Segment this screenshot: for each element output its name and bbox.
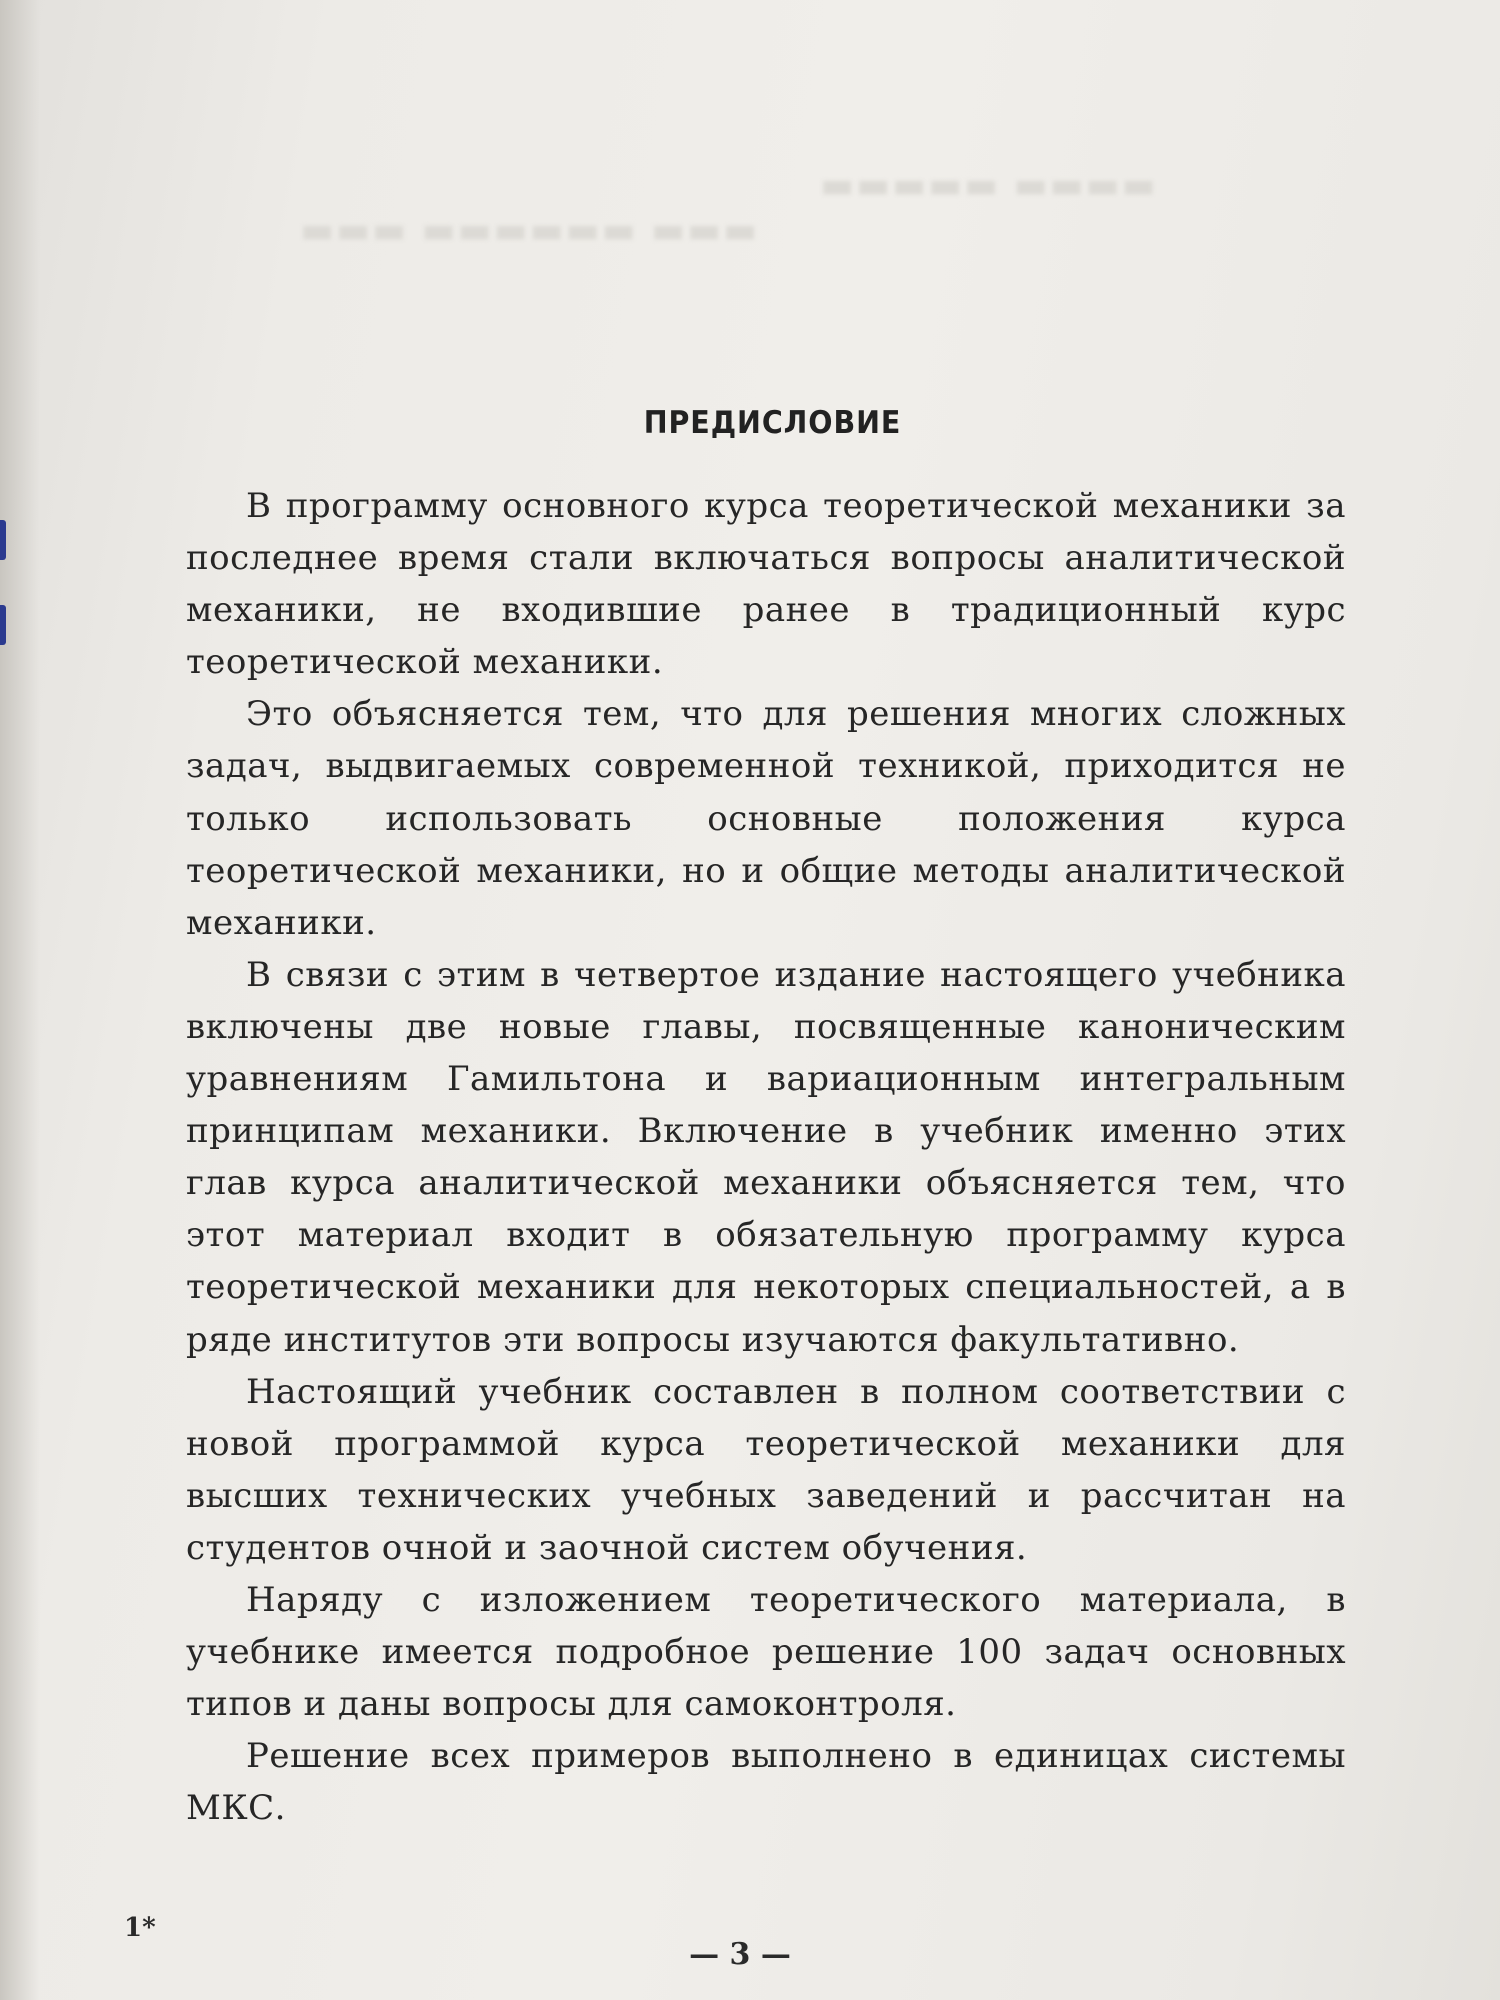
paragraph: Это объясняется тем, что для решения многих сложных задач, выдвигаемых современной техникой, приходится не только использовать основные положения курса теоретической механики, но и общие методы аналитической механики. [186,694,1346,943]
paragraph: Наряду с изложением теоретического материала, в учебнике имеется подробное решение 100 задач основных типов и даны вопросы для самоконтроля. [186,1579,1346,1725]
paragraph: В программу основного курса теоретической механики за последнее время стали включаться вопросы аналитической механики, не входившие ранее в традиционный курс теоретической механики. [186,486,1346,683]
binding-shadow [0,0,40,2000]
show-through-text: ▬▬▬▬▬ ▬▬▬▬ [820,165,1158,206]
binding-thread-mark [0,520,6,560]
show-through-text: ▬▬▬ ▬▬▬▬▬▬ ▬▬▬ [300,210,760,251]
paragraph: В связи с этим в четвертое издание настоящего учебника включены две новые главы, посвященные каноническим уравнениям Гамильтона и вариационным интегральным принципам механики. Включение в учебник именно этих глав курса аналитической механики объясняется тем, что этот материал входит в обязательную программу курса теоретической механики для некоторых специальностей, а в ряде институтов эти вопросы изучаются факультативно. [186,954,1346,1360]
body-text [186,480,1346,1834]
paragraph: Решение всех примеров выполнено в единицах системы МКС. [186,1736,1346,1829]
binding-thread-mark [0,605,6,645]
page-number: — 3 — [689,1937,791,1972]
page-heading: ПРЕДИСЛОВИЕ [643,405,902,441]
signature-mark: 1* [124,1913,156,1943]
paragraph: Настоящий учебник составлен в полном соответствии с новой программой курса теоретической механики для высших технических учебных заведений и рассчитан на студентов очной и заочной систем обучения. [186,1371,1346,1568]
